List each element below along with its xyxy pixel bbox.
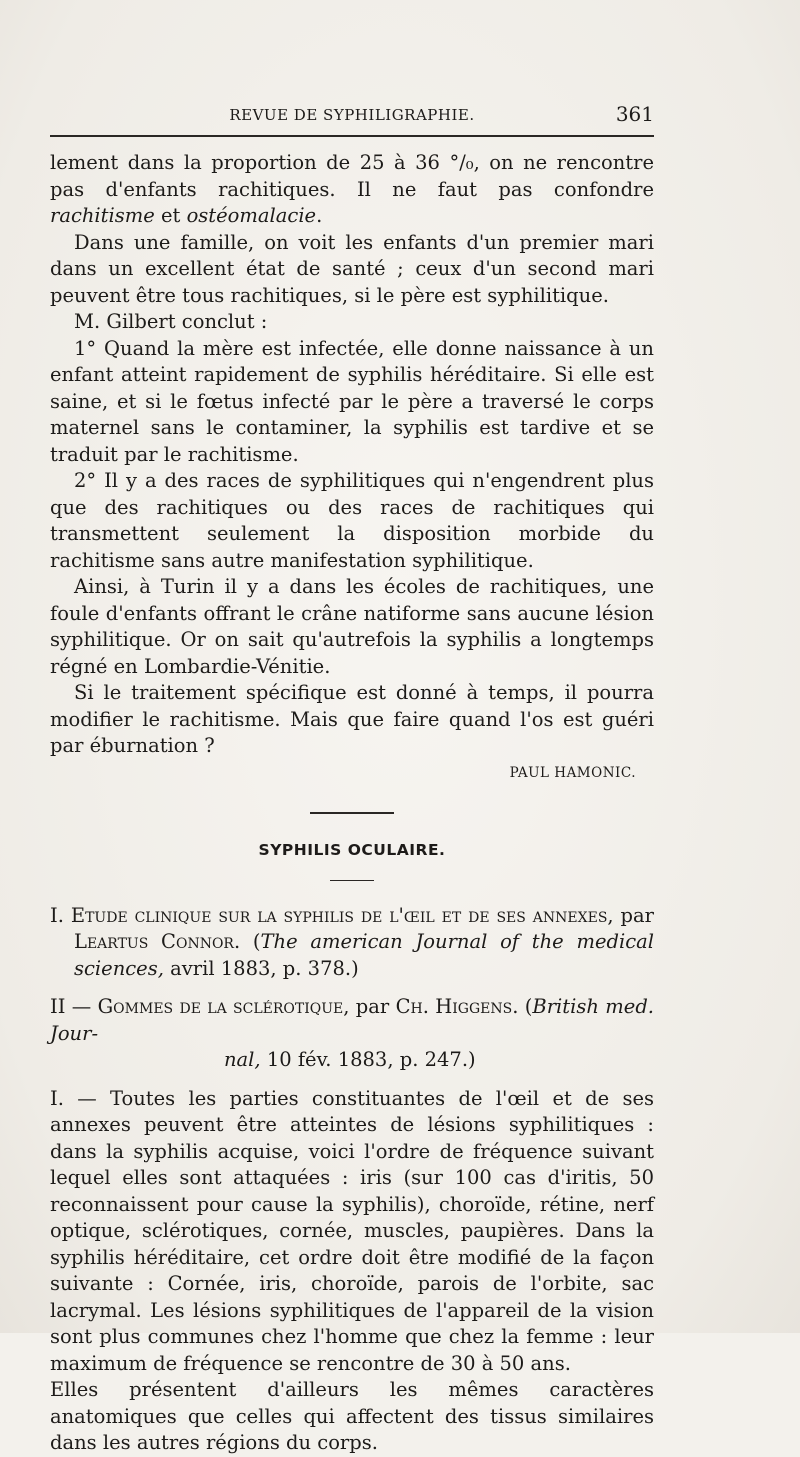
reference-continuation — [50, 1047, 654, 1074]
reference-journal: nal, — [224, 1048, 261, 1071]
paragraph: Dans une famille, on voit les enfants d'un premier mari dans un excellent état de santé ; ceux d'un second mari peuvent être tous rachitiques, si le père est syphilitique. — [50, 230, 654, 307]
text-span: lement dans la proportion de 25 à 36 — [50, 151, 450, 174]
section-title: SYPHILIS OCULAIRE. — [258, 840, 446, 859]
paragraph: 1° Quand la mère est infectée, elle donne naissance à un enfant atteint rapidement de syphilis héréditaire. Si elle est saine, et si le fœtus infecté par le père a traversé le corps maternel sans le contaminer, la syphilis est tardive et se traduit par le rachitisme. — [50, 336, 654, 466]
reference-journal: British med. Jour- — [50, 995, 654, 1045]
paragraph: I. — Toutes les parties constituantes de l'œil et de ses annexes peuvent être atteintes de lésions syphilitiques : dans la syphilis acquise, voici l'ordre de fréquence suivant lequel elles sont attaquées : iris (sur 100 cas d'iritis, 50 reconnaissent pour cause la syphilis), choroïde, rétine, nerf optique, sclérotiques, cornée, muscles, paupières. Dans la syphilis héréditaire, cet ordre doit être modifié de la façon suivante : Cornée, iris, choroïde, parois de l'orbite, sac lacrymal. Les lésions syphilitiques de l'appareil de la vision sont plus communes chez l'homme que chez la femme : leur maximum de fréquence se rencontre de 30 à 50 ans. — [50, 1086, 654, 1375]
paragraph: Ainsi, à Turin il y a dans les écoles de rachitiques, une foule d'enfants offrant le crâne natiforme sans aucune lésion syphilitique. Or on sait qu'autrefois la syphilis a longtemps régné en Lombardie-Vénitie. — [50, 575, 654, 678]
percent-sign: °/₀ — [449, 151, 474, 174]
italic-term: ostéomalacie — [186, 204, 317, 227]
text-span: et — [154, 204, 187, 227]
text-span: par — [613, 903, 654, 927]
reference-journal: The american Journal of the medical sciences, — [74, 930, 654, 980]
page-body — [50, 150, 654, 1457]
page-number: 361 — [615, 102, 654, 126]
section-divider — [310, 812, 394, 814]
text-span: , on ne rencontre pas d'enfants rachitiques. Il ne faut pas confondre — [50, 151, 654, 201]
reference-date: 10 fév. 1883, p. 247.) — [260, 1048, 476, 1071]
page-header — [50, 102, 654, 126]
reference-date: avril 1883, p. 378.) — [163, 956, 359, 980]
reference-author: Ch. Higgens. — [395, 995, 519, 1018]
spacer — [50, 982, 654, 994]
paragraph: Elles présentent d'ailleurs les mêmes caractères anatomiques que celles qui affectent des tissus similaires dans les autres régions du corps. — [50, 1378, 654, 1454]
reference-number: I. — [50, 903, 71, 927]
paragraph — [50, 150, 654, 230]
title-rule — [330, 880, 374, 881]
reference-title: Etude clinique sur la syphilis de l'œil et de ses annexes, — [70, 903, 614, 927]
author-signature: PAUL HAMONIC. — [509, 764, 636, 781]
text-span: . — [316, 204, 323, 227]
paragraph: 2° Il y a des races de syphilitiques qui n'engendrent plus que des rachitiques ou des races de rachitiques qui transmettent seulement la disposition morbide du rachitisme sans autre manifestation syphilitique. — [50, 469, 654, 572]
running-title: REVUE DE SYPHILIGRAPHIE. — [229, 106, 475, 124]
reference-entry: II — Gommes de la sclérotique, par Ch. Higgens. (British med. Jour- — [50, 995, 654, 1045]
reference-entry: I. Etude clinique sur la syphilis de l'œil et de ses annexes, par Leartus Connor. (The american Journal of the medical sciences, avril 1883, p. 378.) — [50, 903, 654, 980]
spacer — [50, 1074, 654, 1086]
paragraph: Si le traitement spécifique est donné à temps, il pourra modifier le rachitisme. Mais que faire quand l'os est guéri par éburnation ? — [50, 681, 654, 757]
reference-number: II — — [50, 995, 98, 1018]
header-rule — [50, 135, 654, 137]
italic-term: rachitisme — [50, 204, 155, 227]
paragraph: M. Gilbert conclut : — [74, 310, 268, 333]
reference-author: Leartus Connor. — [74, 930, 241, 953]
reference-title: Gommes de la sclérotique, — [97, 995, 350, 1018]
text-span: par — [349, 995, 396, 1018]
